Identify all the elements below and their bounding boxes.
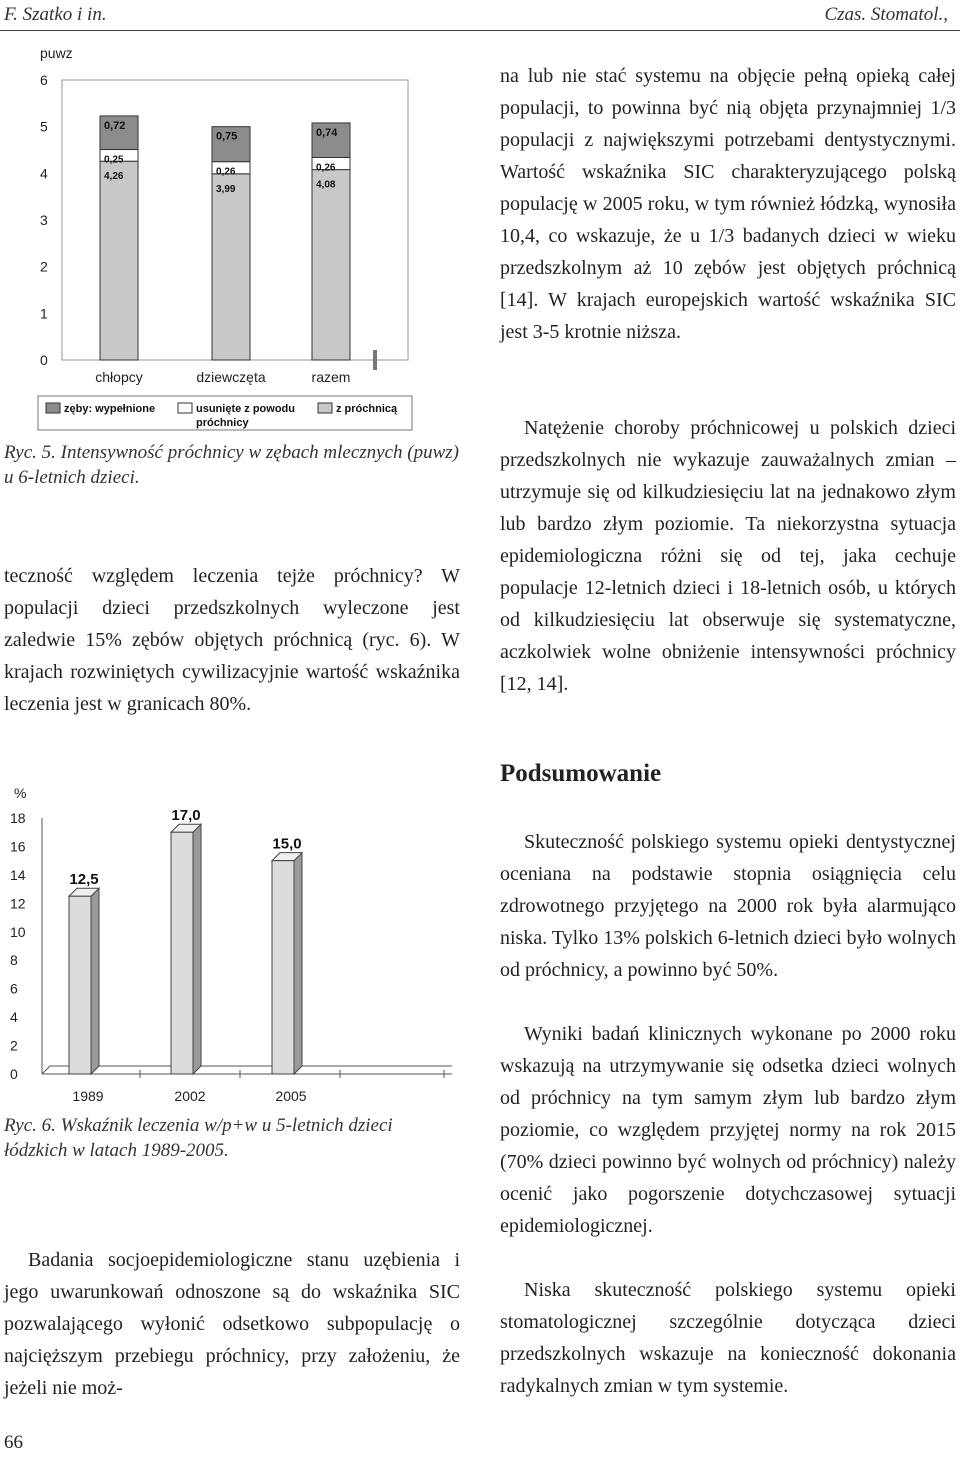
y-tick-label: 14	[10, 866, 26, 883]
y-tick-label: 16	[10, 838, 26, 855]
bar-value-label: 0,74	[316, 126, 338, 139]
running-header-journal: Czas. Stomatol.,	[824, 4, 948, 25]
legend-label-extracted-line2: próchnicy	[196, 417, 249, 429]
header-rule	[0, 30, 960, 31]
bar-value-label: 12,5	[69, 871, 99, 889]
y-tick-label: 12	[10, 895, 26, 912]
stacked-bar-segment	[212, 174, 250, 360]
x-category-label: 2002	[174, 1088, 206, 1104]
plot-artifact-mark	[373, 350, 377, 370]
x-category-label: 2005	[275, 1088, 307, 1104]
bar-front-face	[171, 832, 193, 1074]
bar-value-label: 3,99	[216, 183, 236, 195]
bar-side-face	[91, 888, 99, 1074]
right-paragraph-3: Skuteczność polskiego systemu opieki dentystycznej oceniana na podstawie stopnia osiągnięcia celu zdrowotnego przyjętego na 2000 rok była alarmująco niska. Tylko 13% polskich 6-letnich dzieci było wolnych od próchnicy, a powinno być 50%.	[500, 831, 956, 981]
page-number: 66	[4, 1432, 23, 1453]
stacked-bar-segment	[100, 161, 138, 360]
y-tick-label: 5	[40, 118, 48, 135]
bar-value-label: 15,0	[272, 835, 302, 853]
x-category-label: dziewczęta	[196, 369, 266, 385]
right-paragraph-5: Niska skuteczność polskiego systemu opieki stomatologicznej szczególnie dotycząca dzieci przedszkolnych wskazuje na konieczność dokonania radykalnych zmian w tym systemie.	[500, 1279, 956, 1397]
y-tick-label: 0	[10, 1066, 18, 1082]
x-category-label: 1989	[72, 1088, 104, 1104]
running-header-authors: F. Szatko i in.	[4, 4, 107, 25]
bar-side-face	[294, 853, 302, 1074]
figure-6-caption: Ryc. 6. Wskaźnik leczenia w/p+w u 5-letnich dzieci łódzkich w latach 1989-2005.	[4, 1115, 393, 1161]
axis-depth-edge	[42, 1066, 50, 1074]
left-paragraph-2: Badania socjoepidemiologiczne stanu uzębienia i jego uwarunkowań odnoszone są do wskaźnika SIC pozwalającego wyłonić odsetkowo subpopulację o najcięższym przebiegu próchnicy, przy założeniu, że jeżeli nie moż-	[4, 1249, 460, 1399]
y-tick-label: 6	[40, 72, 48, 88]
y-tick-label: 2	[40, 258, 48, 275]
y-tick-label: 0	[40, 352, 48, 368]
y-tick-label: 8	[10, 952, 18, 969]
stacked-bar-segment	[312, 170, 350, 360]
bar-front-face	[69, 896, 91, 1074]
bar-value-label: 4,26	[104, 171, 124, 183]
bar-value-label: 0,72	[104, 119, 126, 132]
right-paragraph-1: na lub nie stać systemu na objęcie pełną opieką całej populacji, to powinna być nią objęta przynajmniej 1/3 populacji z największymi potrzebami dentystycznymi. Wartość wskaźnika SIC charakteryzującego polską populację w 2005 roku, w tym również łódzką, wynosiła 10,4, co wskazuje, że u 1/3 badanych dzieci w wieku przedszkolnym aż 10 zębów jest objętych próchnicą [14]. W krajach europejskich wartość wskaźnika SIC jest 3-5 krotnie niższa.	[500, 65, 956, 343]
y-axis-label: puwz	[40, 45, 73, 61]
y-tick-label: 18	[10, 810, 26, 826]
legend-label-extracted: usunięte z powodu	[196, 403, 295, 415]
figure-6-bar-chart	[0, 778, 460, 1118]
section-heading-podsumowanie: Podsumowanie	[500, 760, 662, 787]
y-tick-label: 2	[10, 1037, 18, 1054]
bar-front-face	[272, 861, 294, 1074]
bar-value-label: 17,0	[171, 807, 201, 825]
legend-swatch-decayed	[318, 403, 332, 413]
bar-value-label: 0,26	[216, 166, 236, 178]
legend-label-filled: zęby: wypełnione	[64, 403, 156, 415]
y-axis-label: %	[14, 785, 27, 801]
bar-value-label: 0,25	[104, 154, 124, 166]
y-tick-label: 10	[10, 923, 26, 940]
y-tick-label: 6	[10, 980, 18, 997]
y-tick-label: 3	[40, 212, 48, 228]
x-category-label: chłopcy	[95, 369, 143, 385]
right-paragraph-4: Wyniki badań klinicznych wykonane po 2000 roku wskazują na utrzymywanie się odsetka dzieci wolnych od próchnicy na tym samym złym lub bardzo złym poziomie, co względem przyjętej normy na rok 2015 (70% dzieci powinno być wolnych od próchnicy) należy ocenić jako pogorszenie dotychczasowej sytuacji epidemiologicznej.	[500, 1023, 956, 1237]
x-category-label: razem	[311, 369, 351, 385]
y-tick-label: 4	[40, 165, 48, 182]
figure-5-caption: Ryc. 5. Intensywność próchnicy w zębach mlecznych (puwz) u 6-letnich dzieci.	[4, 442, 459, 488]
bar-value-label: 0,26	[316, 162, 336, 174]
y-tick-label: 4	[10, 1009, 18, 1026]
bar-value-label: 0,75	[216, 130, 238, 143]
figure-5-stacked-bar-chart	[0, 34, 460, 434]
y-tick-label: 1	[40, 305, 48, 322]
legend-swatch-extracted	[178, 403, 192, 413]
right-paragraph-2: Natężenie choroby próchnicowej u polskich dzieci przedszkolnych nie wykazuje zauważalnych zmian – utrzymuje się od kilkudziesięciu lat na jednakowo złym lub bardzo złym poziomie. Ta niekorzystna sytuacja epidemiologiczna różni się od tej, jaka cechuje populacje 12-letnich dzieci i 18-letnich osób, u których od kilkudziesięciu lat obserwuje się systematyczne, aczkolwiek wolne obniżenie intensywności próchnicy [12, 14].	[500, 417, 956, 695]
bar-value-label: 4,08	[316, 179, 336, 191]
left-paragraph-1: teczność względem leczenia tejże próchnicy? W populacji dzieci przedszkolnych wyleczone jest zaledwie 15% zębów objętych próchnicą (ryc. 6). W krajach rozwiniętych cywilizacyjnie wartość wskaźnika leczenia jest w granicach 80%.	[4, 565, 460, 715]
bar-side-face	[193, 824, 201, 1074]
legend-swatch-filled	[46, 403, 60, 413]
legend-label-decayed: z próchnicą	[336, 403, 398, 415]
